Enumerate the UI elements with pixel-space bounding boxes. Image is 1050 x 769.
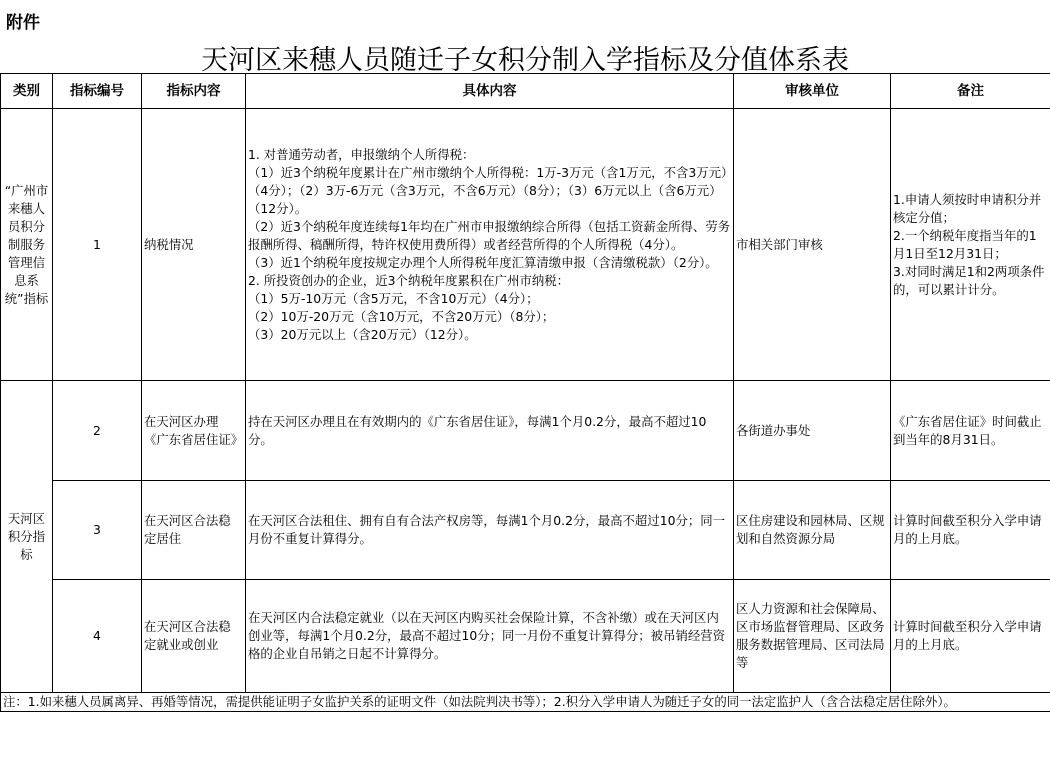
table-row: [1, 109, 1050, 381]
detail-line: 2. 所投资创办的企业，近3个纳税年度累积在广州市纳税：: [248, 272, 570, 288]
note-row: [1, 693, 1050, 712]
indicator-table: [0, 73, 1050, 712]
indicator-number: 3: [53, 481, 142, 580]
page-title: 天河区来穗人员随迁子女积分制入学指标及分值体系表: [201, 45, 849, 76]
remark-line: 《广东省居住证》时间截止到当年的8月31日。: [893, 413, 1042, 447]
header-indicator-content: 指标内容: [142, 74, 246, 109]
footnote: 注：1.如来穗人员属离异、再婚等情况，需提供能证明子女监护关系的证明文件（如法院判决书等）；2.积分入学申请人为随迁子女的同一法定监护人（含合法稳定居住除外）。: [1, 693, 1050, 712]
detail-cell: [246, 109, 734, 381]
remark-line: 1.申请人须按时申请积分并核定分值；: [893, 191, 1042, 225]
review-unit: 各街道办事处: [734, 381, 891, 481]
indicator-number: 4: [53, 580, 142, 693]
attachment-label: 附件: [6, 13, 40, 33]
indicator-number: 2: [53, 381, 142, 481]
detail-line: （2）10万-20万元（含10万元，不含20万元）（8分）；: [248, 308, 555, 324]
detail-line: （2）近3个纳税年度连续每1年均在广州市申报缴纳综合所得（包括工资薪金所得、劳务报酬所得、稿酬所得，特许权使用费所得）或者经营所得的个人所得税（4分）。: [248, 218, 731, 252]
detail-line: 在天河区内合法稳定就业（以在天河区内购买社会保险计算，不含补缴）或在天河区内创业等，每满1个月0.2分，最高不超过10分；同一月份不重复计算得分；被吊销经营资格的企业自吊销之日起不计算得分。: [248, 610, 726, 661]
header-remark: 备注: [891, 74, 1050, 109]
review-unit: 市相关部门审核: [734, 109, 891, 381]
detail-cell: [246, 580, 734, 693]
detail-cell: [246, 381, 734, 481]
header-detail: 具体内容: [246, 74, 734, 109]
category-cell: “广州市来穗人员积分制服务管理信息系统”指标: [1, 109, 53, 381]
detail-line: （3）近1个纳税年度按规定办理个人所得税年度汇算清缴申报（含清缴税款）（2分）。: [248, 254, 718, 270]
review-unit: 区人力资源和社会保障局、区市场监督管理局、区政务服务数据管理局、区司法局等: [734, 580, 891, 693]
indicator-content: 在天河区办理《广东省居住证》: [142, 381, 246, 481]
remark-line: 3.对同时满足1和2两项条件的，可以累计计分。: [893, 263, 1045, 297]
table-row: [1, 580, 1050, 693]
remark-cell: [891, 481, 1050, 580]
detail-line: （3）20万元以上（含20万元）（12分）。: [248, 326, 477, 342]
remark-line: 计算时间截至积分入学申请月的上月底。: [893, 513, 1042, 546]
detail-line: （1）近3个纳税年度累计在广州市缴纳个人所得税：1万-3万元（含1万元，不含3万元）（4分）；（2）3万-6万元（含3万元，不含6万元）（8分）；（3）6万元以上（含6万元）（12分）。: [248, 164, 728, 216]
header-review-unit: 审核单位: [734, 74, 891, 109]
detail-line: （1）5万-10万元（含5万元，不含10万元）（4分）；: [248, 290, 539, 306]
header-indicator-number: 指标编号: [53, 74, 142, 109]
table-row: [1, 481, 1050, 580]
remark-cell: [891, 381, 1050, 481]
remark-cell: [891, 580, 1050, 693]
table-row: [1, 381, 1050, 481]
review-unit: 区住房建设和园林局、区规划和自然资源分局: [734, 481, 891, 580]
detail-line: 在天河区合法租住、拥有自有合法产权房等，每满1个月0.2分，最高不超过10分；同一月份不重复计算得分。: [248, 513, 726, 546]
indicator-content: 纳税情况: [142, 109, 246, 381]
remark-line: 2.一个纳税年度指当年的1月1日至12月31日；: [893, 227, 1037, 261]
indicator-content: 在天河区合法稳定就业或创业: [142, 580, 246, 693]
detail-line: 持在天河区办理且在有效期内的《广东省居住证》，每满1个月0.2分，最高不超过10分。: [248, 413, 707, 447]
detail-cell: [246, 481, 734, 580]
indicator-content: 在天河区合法稳定居住: [142, 481, 246, 580]
remark-cell: [891, 109, 1050, 381]
header-category: 类别: [1, 74, 53, 109]
indicator-number: 1: [53, 109, 142, 381]
remark-line: 计算时间截至积分入学申请月的上月底。: [893, 619, 1042, 652]
detail-line: 1. 对普通劳动者，申报缴纳个人所得税：: [248, 146, 475, 162]
category-cell: 天河区积分指标: [1, 381, 53, 693]
table-header-row: [1, 74, 1050, 109]
